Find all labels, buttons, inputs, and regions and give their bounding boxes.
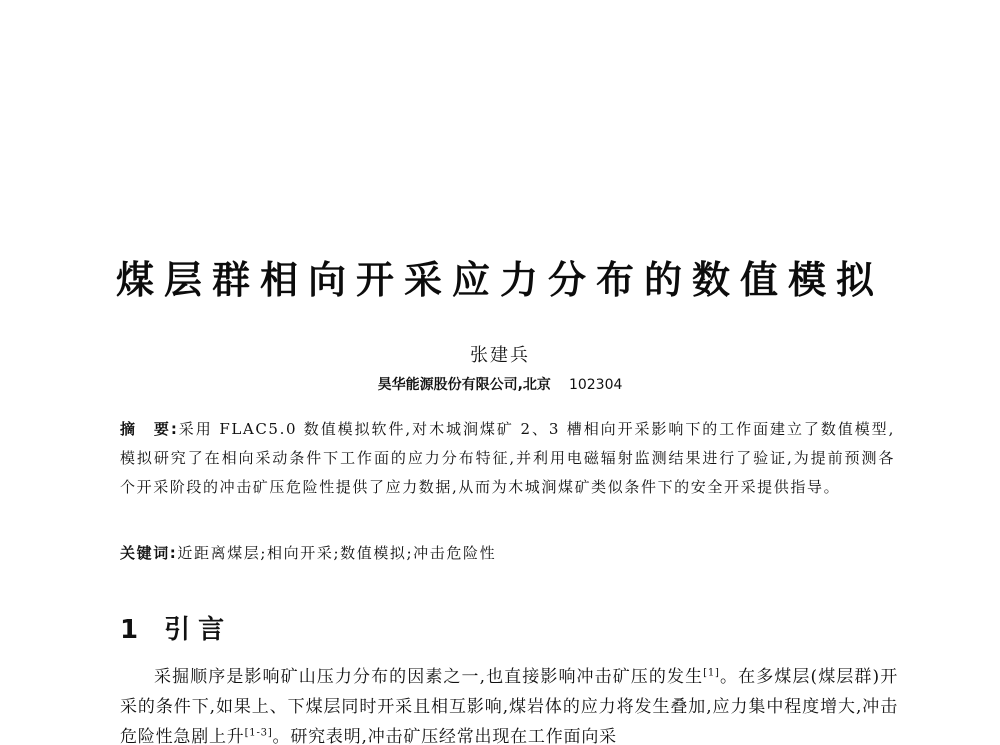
postcode: 102304: [568, 377, 623, 393]
keywords-text: 近距离煤层;相向开采;数值模拟;冲击危险性: [177, 544, 497, 562]
paragraph-text: 。在多煤层(煤层群)开采的条件下,如果上、下煤层同时开采且相互影响,煤岩体的应力将发生叠加,应力集中程度增大,冲击危险性急剧上升: [120, 667, 898, 745]
keywords: [120, 539, 895, 568]
abstract-text: 采用 FLAC5.0 数值模拟软件,对木城涧煤矿 2、3 槽相向开采影响下的工作面建立了数值模型,模拟研究了在相向采动条件下工作面的应力分布特征,并利用电磁辐射监测结果进行了验证,为提前预测各个开采阶段的冲击矿压危险性提供了应力数据,从而为木城涧煤矿类似条件下的安全开采提供指导。: [120, 420, 895, 496]
author-name: 张建兵: [470, 345, 530, 366]
body-text: [120, 662, 898, 745]
affiliation-line: [0, 374, 1000, 396]
paragraph: [120, 662, 898, 745]
citation-ref: [1-3]: [244, 727, 273, 739]
affiliation: 昊华能源股份有限公司,北京: [377, 377, 551, 393]
citation-ref: [1]: [703, 667, 720, 679]
section-number: 1: [120, 615, 139, 645]
paragraph-text: 采掘顺序是影响矿山压力分布的因素之一,也直接影响冲击矿压的发生: [154, 667, 704, 687]
abstract: [120, 415, 895, 502]
paper-title: 煤层群相向开采应力分布的数值模拟: [115, 258, 884, 302]
paragraph-text: 。研究表明,冲击矿压经常出现在工作面向采: [272, 727, 617, 745]
keywords-label: 关键词:: [120, 544, 178, 562]
section-name: 引言: [164, 615, 233, 645]
abstract-label: 摘 要:: [120, 420, 179, 438]
section-heading: [120, 612, 232, 648]
